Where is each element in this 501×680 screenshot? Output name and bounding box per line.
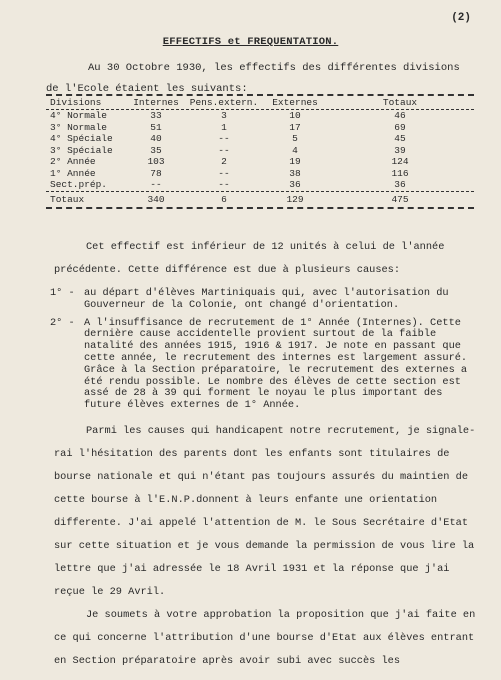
cell-division: 1° Année bbox=[50, 167, 96, 179]
cell-pens-extern: -- bbox=[218, 167, 230, 179]
cell-externes: 4 bbox=[292, 144, 298, 156]
cell-division: 2° Année bbox=[50, 156, 96, 167]
list-item-number: 1° - bbox=[50, 287, 75, 299]
cell-division: 4° Spéciale bbox=[50, 133, 113, 144]
cell-externes: 17 bbox=[289, 121, 301, 133]
cell-internes: 78 bbox=[150, 167, 162, 179]
total-totaux: 475 bbox=[391, 193, 409, 205]
cell-externes: 5 bbox=[292, 133, 298, 144]
paragraph-effectif: Cet effectif est inférieur de 12 unités à celui de l'année précédente. Cette différence est due à plusieurs causes: bbox=[54, 241, 445, 276]
table-total-row bbox=[46, 192, 474, 207]
header-totaux: Totaux bbox=[382, 97, 418, 108]
table-row bbox=[46, 133, 474, 145]
cell-externes: 10 bbox=[289, 110, 301, 121]
cell-pens-extern: 3 bbox=[221, 110, 227, 121]
list-item-text: A l'insuffisance de recrutement de 1° Année (Internes). Cette dernière cause accidentelle provient surtout de la faible natalité des années 1915, 1916 & 1917. Je note en passant que cette année, le recrutement des internes est largement assuré. Grâce à la Section préparatoire, le recrutement des externes a été rendu possible. Le nombre des élèves de cette section est assé de 28 à 39 qui forment le noyau le plus important des future élèves externes de 1° Année. bbox=[84, 316, 468, 412]
enrollment-table bbox=[46, 94, 474, 209]
cell-pens-extern: 1 bbox=[221, 121, 227, 133]
cell-internes: 35 bbox=[150, 144, 162, 156]
table-row bbox=[46, 168, 474, 180]
body-text bbox=[50, 236, 481, 673]
cell-totaux: 36 bbox=[394, 179, 406, 190]
cell-division: 3° Normale bbox=[50, 121, 108, 133]
cell-pens-extern: 2 bbox=[221, 156, 227, 167]
list-item-number: 2° - bbox=[50, 316, 75, 329]
total-label: Totaux bbox=[50, 193, 85, 205]
cell-totaux: 69 bbox=[394, 121, 406, 133]
paragraph-recrutement: Parmi les causes qui handicapent notre recrutement, je signale-rai l'hésitation des parents dont les enfants sont titulaires de bourse nationale et qui n'étant pas toujours assurés du maintien de cette bourse à l'E.N.P.donnent à leurs enfante une orientation differente. J'ai appelé l'attention de M. le Sous Secrétaire d'Etat sur cette situation et je vous demande la permission de vous lire la lettre que j'ai adressée le 18 Avril 1931 et la réponse que j'ai reçue le 29 Avril. bbox=[54, 424, 476, 598]
table-header-row bbox=[46, 96, 474, 109]
header-externes: Externes bbox=[272, 97, 318, 108]
cell-internes: -- bbox=[150, 179, 162, 190]
cell-pens-extern: -- bbox=[218, 144, 230, 156]
total-externes: 129 bbox=[286, 193, 304, 205]
table-rule-bottom bbox=[46, 207, 474, 209]
cell-totaux: 39 bbox=[394, 144, 406, 156]
table-row bbox=[46, 145, 474, 157]
cell-totaux: 46 bbox=[394, 110, 406, 121]
cell-internes: 51 bbox=[150, 121, 162, 133]
cell-internes: 40 bbox=[150, 133, 162, 144]
cell-division: 4° Normale bbox=[50, 110, 108, 121]
cell-externes: 36 bbox=[289, 179, 301, 190]
total-internes: 340 bbox=[147, 193, 165, 205]
table-row bbox=[46, 156, 474, 168]
list-item bbox=[50, 287, 481, 312]
cell-totaux: 124 bbox=[391, 156, 409, 167]
table-row bbox=[46, 122, 474, 134]
cell-externes: 19 bbox=[289, 156, 301, 167]
cell-internes: 33 bbox=[150, 110, 162, 121]
cell-division: 3° Spéciale bbox=[50, 144, 113, 156]
cell-pens-extern: -- bbox=[218, 179, 230, 190]
paragraph-proposition: Je soumets à votre approbation la proposition que j'ai faite en ce qui concerne l'attribution d'une bourse d'Etat aux élèves entrant en Section préparatoire après avoir subi avec succès les bbox=[54, 608, 476, 667]
document-title: EFFECTIFS et FREQUENTATION. bbox=[162, 36, 339, 48]
list-item bbox=[50, 316, 481, 412]
cell-externes: 38 bbox=[289, 167, 301, 179]
table-row bbox=[46, 110, 474, 122]
cell-totaux: 45 bbox=[394, 133, 406, 144]
header-pens-extern: Pens.extern. bbox=[189, 97, 259, 108]
table-row bbox=[46, 179, 474, 191]
page-number: (2) bbox=[451, 12, 471, 24]
intro-line-2: de l'Ecole étaient les suivants: bbox=[46, 83, 248, 95]
cell-division: Sect.prép. bbox=[50, 179, 108, 190]
cell-internes: 103 bbox=[147, 156, 165, 167]
intro-line-1: Au 30 Octobre 1930, les effectifs des différentes divisions bbox=[88, 62, 460, 74]
header-internes: Internes bbox=[133, 97, 179, 108]
total-pens-extern: 6 bbox=[221, 193, 227, 205]
header-divisions: Divisions bbox=[50, 97, 102, 108]
cell-pens-extern: -- bbox=[218, 133, 230, 144]
cell-totaux: 116 bbox=[391, 167, 409, 179]
list-item-text: au départ d'élèves Martiniquais qui, avec l'autorisation du Gouverneur de la Colonie, ont changé d'orientation. bbox=[84, 287, 449, 311]
